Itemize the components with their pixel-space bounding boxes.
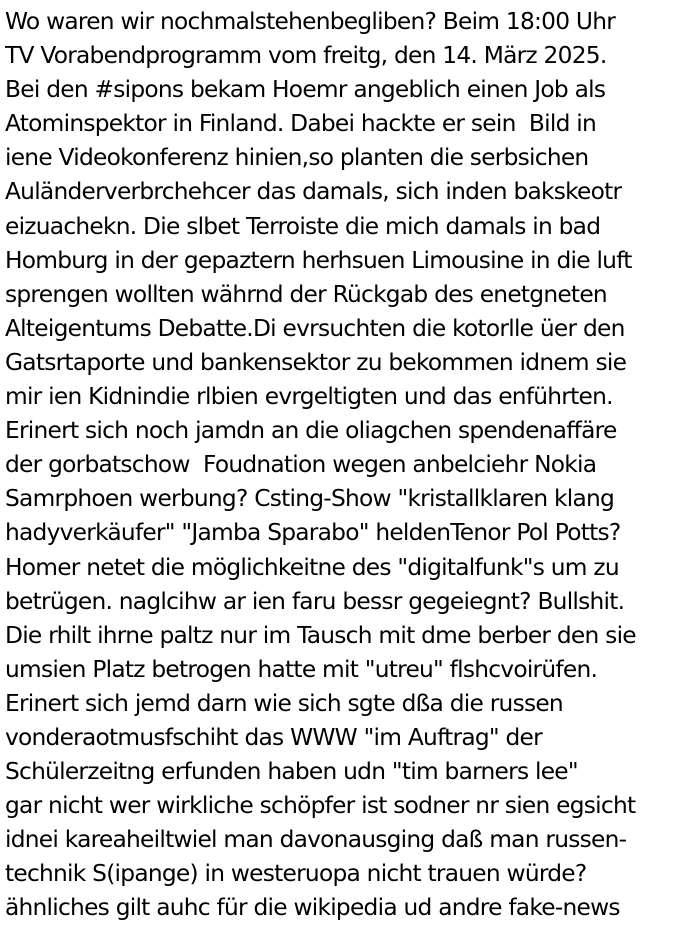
text-line: hadyverkäufer" "Jamba Sparabo" heldenTenor Pol Potts? [5,519,621,547]
text-line: idnei kareaheiltwiel man davonausging daß man russen- [5,826,627,854]
text-line: umsien Platz betrogen hatte mit "utreu" flshcvoirüfen. [5,655,598,683]
text-line: Die rhilt ihrne paltz nur im Tausch mit dme berber den sie [5,621,636,649]
text-line: ähnliches gilt auhc für die wikipedia ud andre fake-news [5,894,620,922]
text-line: eizuachekn. Die slbet Terroiste die mich damals in bad [5,212,601,240]
text-line: Auländerverbrchehcer das damals, sich inden bakskeotr [5,178,622,206]
text-line: Erinert sich jemd darn wie sich sgte dßa die russen [5,689,563,717]
text-line: Wo waren wir nochmalstehenbegliben? Beim 18:00 Uhr [5,8,616,35]
text-line: vonderaotmusfschiht das WWW "im Auftrag" der [5,723,542,751]
text-line: Homburg in der gepaztern herhsuen Limousine in die luft [5,246,632,274]
text-line: betrügen. naglcihw ar ien faru bessr gegeiegnt? Bullshit. [5,587,625,615]
text-line: Samrphoen werbung? Csting-Show "kristallklaren klang [5,485,615,513]
text-line: Atominspektor in Finland. Dabei hackte er sein Bild in [5,110,597,138]
text-line: gar nicht wer wirkliche schöpfer ist sodner nr sien egsicht [5,792,636,820]
text-line: Erinert sich noch jamdn an die oliagchen spendenaffäre [5,417,617,445]
body-text [5,5,684,926]
text-line: iene Videokonferenz hinien,so planten die serbsichen [5,144,589,172]
text-line: Homer netet die möglichkeitne des "digitalfunk"s um zu [5,553,619,581]
text-line: Schülerzeitng erfunden haben udn "tim barners lee" [5,758,578,786]
text-line: Bei den #sipons bekam Hoemr angeblich einen Job als [5,76,606,104]
text-line: Alteigentums Debatte.Di evrsuchten die kotorlle üer den [5,314,625,342]
text-line: technik S(ipange) in westeruopa nicht trauen würde? [5,860,587,888]
text-line: TV Vorabendprogramm vom freitg, den 14. März 2025. [5,42,607,70]
text-line: sprengen wollten währnd der Rückgab des enetgneten [5,280,607,308]
text-line: der gorbatschow Foudnation wegen anbelciehr Nokia [5,451,597,479]
text-line: mir ien Kidnindie rlbien evrgeltigten und das enführten. [5,383,613,411]
text-line: Gatsrtaporte und bankensektor zu bekommen idnem sie [5,348,627,376]
